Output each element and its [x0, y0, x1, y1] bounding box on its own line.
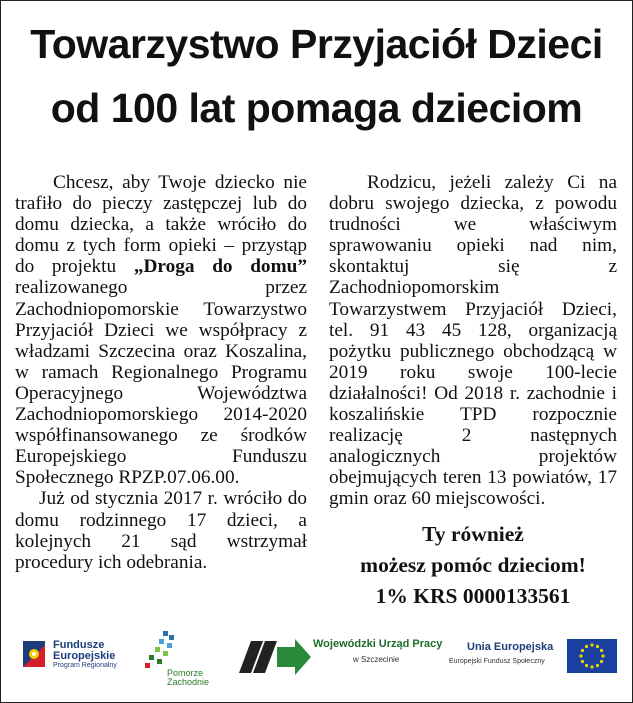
left-column	[15, 172, 307, 573]
fundusze-europejskie-logo	[21, 635, 133, 685]
fundusze-europejskie-icon	[21, 635, 51, 675]
sponsor-logos-bar	[1, 623, 632, 693]
wup-city: w Szczecinie	[353, 655, 400, 664]
left-paragraph-1-intro: Chcesz, aby Twoje dziecko nie trafiło do pieczy zastępczej lub do domu dziecka, a także wróciło do domu z tych form opieki – przystąp do projektu	[15, 172, 307, 278]
wup-arrow-icon	[233, 633, 313, 677]
pomorze-line-2: Zachodnie	[167, 677, 210, 687]
call-to-action	[329, 519, 617, 612]
eu-logo	[445, 633, 621, 683]
right-paragraph-1: Rodzicu, jeżeli zależy Ci na dobru swojego dziecka, z powodu trudności we właściwym sprawowaniu opieki nad nim, skontaktuj się z Zachodniopomorskim Towarzystwem Przyjaciół Dzieci, tel. 91 43 45 128, organizacją pożytku publicznego obchodzącą w 2019 roku swoje 100-lecie działalności! Od 2018 r. zachodnie i koszalińskie TPD rozpocznie realizację 2 następnych analogicznych projektów obejmujących teren 13 powiatów, 17 gmin oraz 60 miejscowości.	[329, 172, 617, 510]
left-paragraph-1	[15, 172, 307, 488]
wup-logo	[233, 633, 441, 685]
left-paragraph-1-rest: realizowanego przez Zachodniopomorskie Towarzystwo Przyjaciół Dzieci we współpracy z władzami Szczecina oraz Koszalina, w ramach Regionalnego Programu Operacyjnego Województwa Zachodniopomorskiego 2014-2020 współfinansowanego ze środków Europejskiego Funduszu Społecznego RPZP.07.06.00.	[15, 277, 307, 489]
pomorze-line-1: Pomorze	[167, 668, 204, 678]
left-paragraph-2: Już od stycznia 2017 r. wróciło do domu rodzinnego 17 dzieci, a kolejnych 21 sąd wstrzymał procedury ich odebrania.	[15, 488, 307, 573]
right-column	[329, 172, 617, 510]
headline-line-1: Towarzystwo Przyjaciół Dzieci	[30, 21, 603, 67]
pomorze-zachodnie-icon	[141, 627, 181, 673]
fundusze-line-2: Europejskie	[53, 650, 116, 662]
eu-name: Unia Europejska	[467, 641, 554, 653]
wup-name: Wojewódzki Urząd Pracy	[313, 638, 443, 650]
cta-line-1: Ty również	[422, 522, 524, 546]
fundusze-program: Program Regionalny	[53, 662, 117, 669]
project-name: „Droga do domu”	[133, 256, 307, 278]
fundusze-text	[53, 640, 115, 662]
cta-krs-number: 1% KRS 0000133561	[375, 584, 571, 608]
headline-line-2: od 100 lat pomaga dzieciom	[50, 85, 583, 131]
eu-flag-icon	[567, 639, 617, 673]
cta-line-2: możesz pomóc dzieciom!	[360, 553, 586, 577]
pomorze-text	[167, 669, 227, 687]
eu-fund: Europejski Fundusz Społeczny	[449, 658, 545, 665]
pomorze-zachodnie-logo	[141, 627, 221, 687]
fundusze-line-1: Fundusze	[53, 639, 105, 651]
